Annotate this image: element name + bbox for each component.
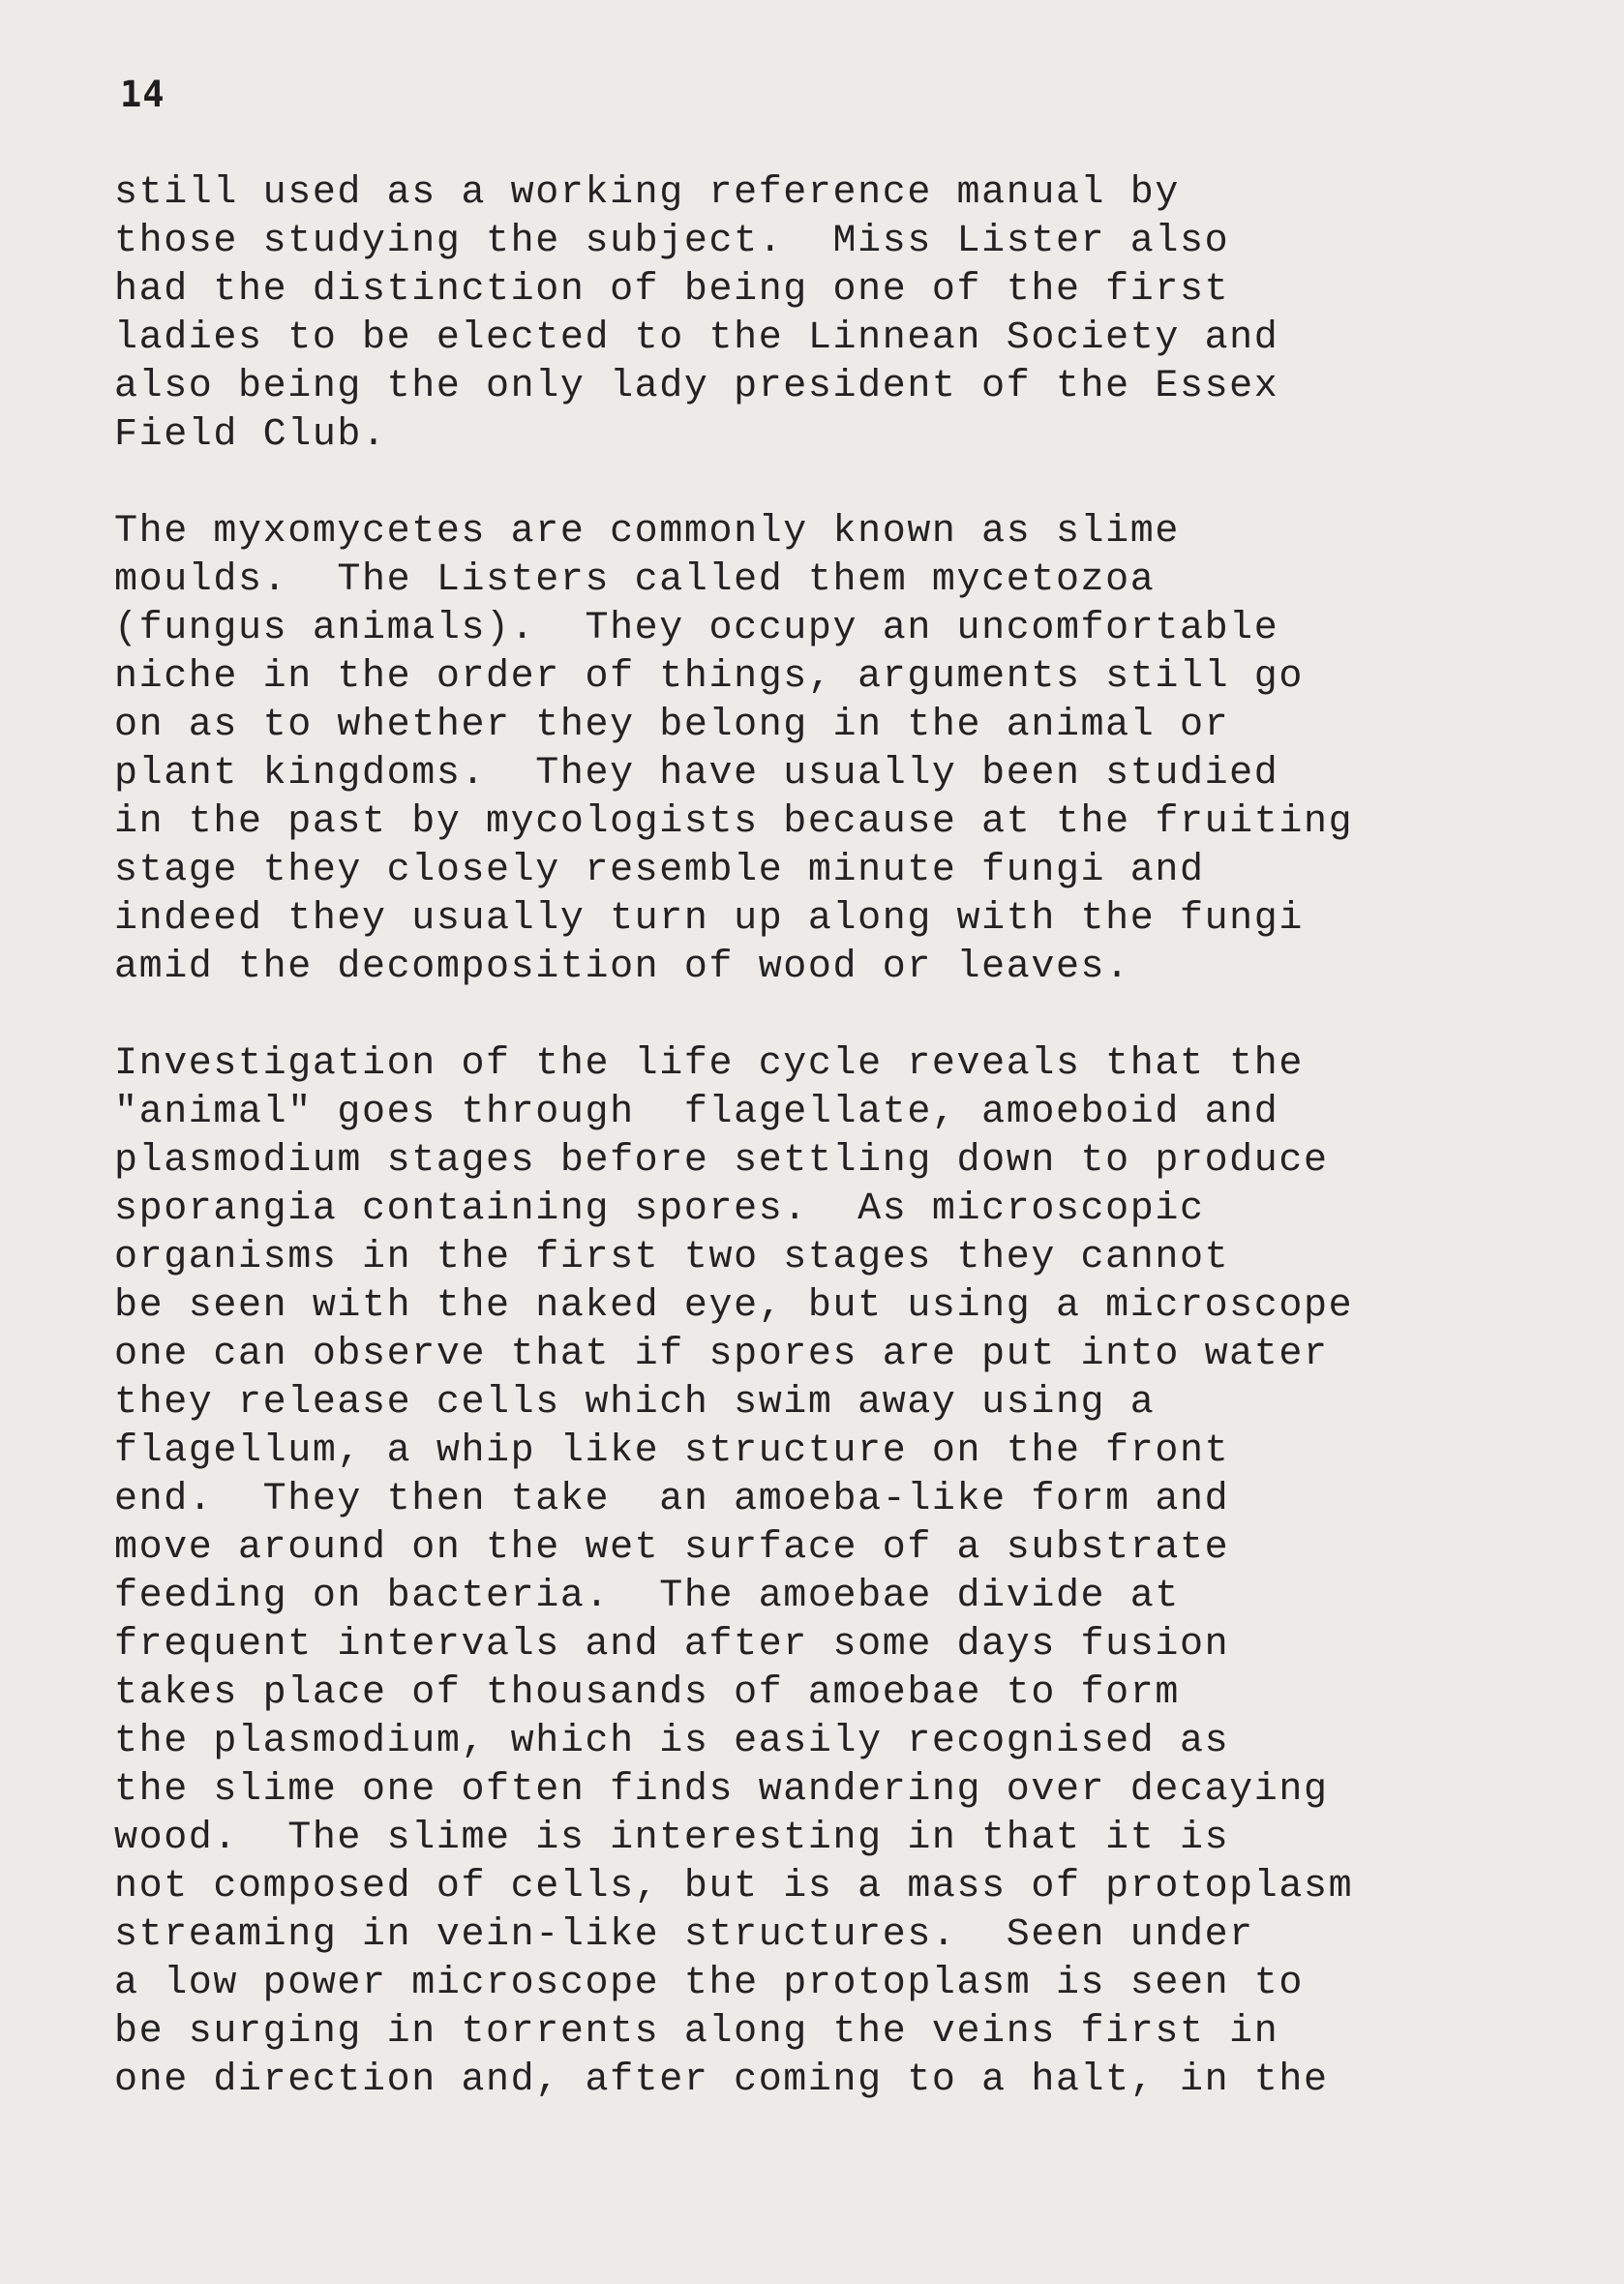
text-line: one direction and, after coming to a halt, in the <box>114 2059 1329 2102</box>
text-line: moulds. The Listers called them mycetozoa <box>114 558 1156 602</box>
text-line: indeed they usually turn up along with the fungi <box>114 897 1304 941</box>
paragraph-3 <box>114 1040 1566 2105</box>
text-line: (fungus animals). They occupy an uncomfortable <box>114 607 1279 650</box>
paragraph-1 <box>114 169 1566 460</box>
text-line: still used as a working reference manual by <box>114 171 1180 215</box>
text-line: the plasmodium, which is easily recognised as <box>114 1720 1230 1763</box>
text-line: end. They then take an amoeba-like form and <box>114 1478 1230 1521</box>
text-line: streaming in vein-like structures. Seen under <box>114 1913 1254 1957</box>
text-line: organisms in the first two stages they cannot <box>114 1236 1230 1279</box>
text-line: a low power microscope the protoplasm is seen to <box>114 1962 1304 2005</box>
paragraph-2 <box>114 508 1566 992</box>
text-line: feeding on bacteria. The amoebae divide at <box>114 1575 1180 1618</box>
text-line: ladies to be elected to the Linnean Society and <box>114 316 1279 360</box>
text-line: move around on the wet surface of a substrate <box>114 1526 1230 1570</box>
text-line: frequent intervals and after some days fusion <box>114 1623 1230 1667</box>
text-line: The myxomycetes are commonly known as slime <box>114 510 1180 554</box>
text-line: in the past by mycologists because at the fruiting <box>114 800 1354 844</box>
text-line: plant kingdoms. They have usually been studied <box>114 752 1279 796</box>
text-line: not composed of cells, but is a mass of protoplasm <box>114 1865 1354 1908</box>
text-line: had the distinction of being one of the first <box>114 268 1230 312</box>
text-line: stage they closely resemble minute fungi and <box>114 849 1205 892</box>
body-text <box>114 169 1566 2153</box>
text-line: they release cells which swim away using a <box>114 1381 1156 1425</box>
text-line: also being the only lady president of the Essex <box>114 365 1279 408</box>
text-line: be seen with the naked eye, but using a microscope <box>114 1284 1354 1328</box>
text-line: on as to whether they belong in the animal or <box>114 704 1230 747</box>
text-line: those studying the subject. Miss Lister also <box>114 220 1230 263</box>
text-line: one can observe that if spores are put into water <box>114 1333 1329 1376</box>
text-line: sporangia containing spores. As microscopic <box>114 1187 1205 1231</box>
text-line: flagellum, a whip like structure on the front <box>114 1429 1230 1473</box>
text-line: "animal" goes through flagellate, amoeboid and <box>114 1091 1279 1134</box>
page-number: 14 <box>120 74 165 115</box>
text-line: niche in the order of things, arguments still go <box>114 655 1304 699</box>
text-line: Investigation of the life cycle reveals that the <box>114 1042 1304 1086</box>
text-line: wood. The slime is interesting in that it is <box>114 1817 1230 1860</box>
text-line: Field Club. <box>114 413 387 457</box>
text-line: plasmodium stages before settling down to produce <box>114 1139 1329 1183</box>
text-line: be surging in torrents along the veins first in <box>114 2010 1279 2054</box>
text-line: amid the decomposition of wood or leaves. <box>114 946 1130 989</box>
text-line: the slime one often finds wandering over decaying <box>114 1768 1329 1812</box>
text-line: takes place of thousands of amoebae to form <box>114 1671 1180 1715</box>
